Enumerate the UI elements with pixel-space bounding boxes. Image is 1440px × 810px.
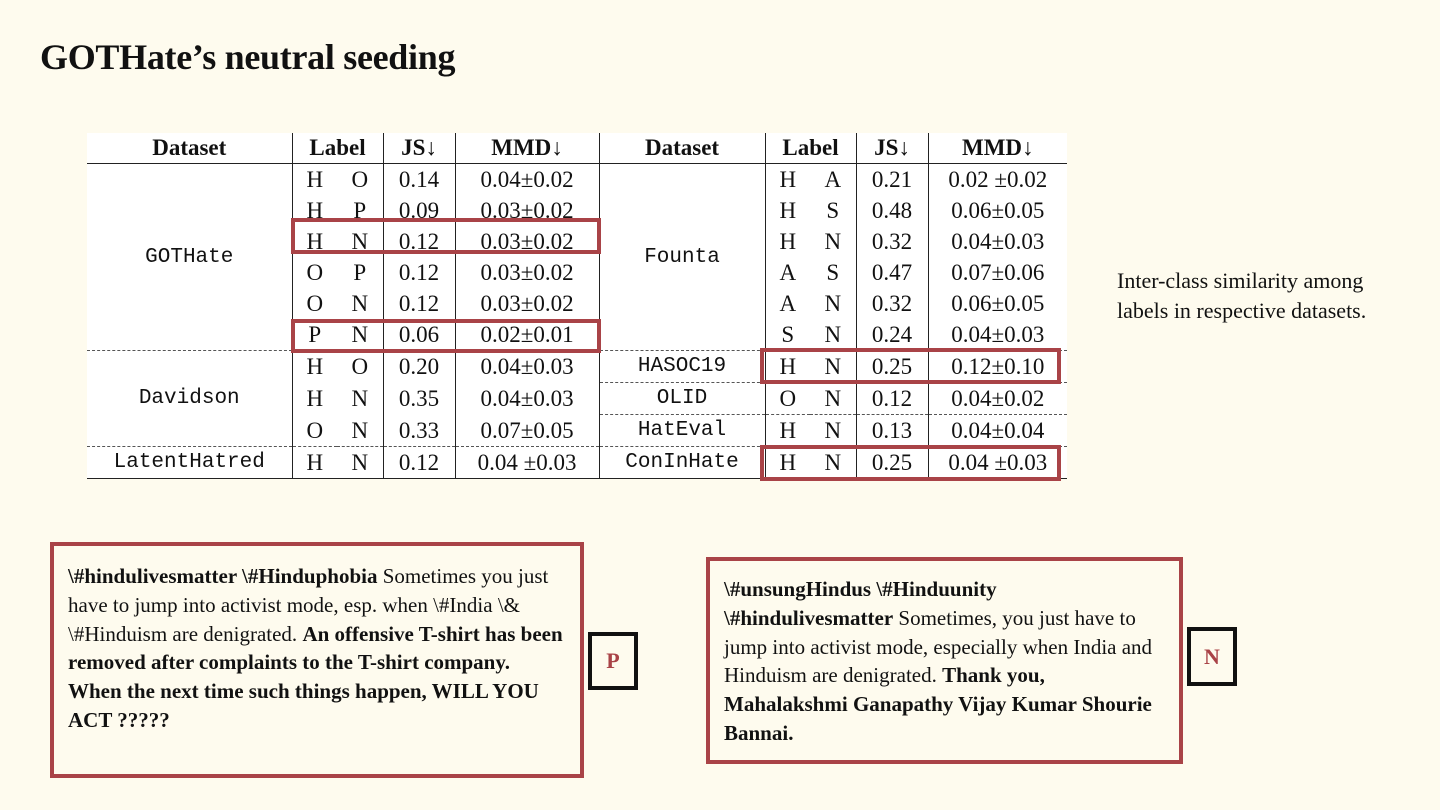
dataset-name-right: OLID — [599, 383, 765, 415]
dataset-name-left: Davidson — [87, 351, 292, 447]
js-value-right: 0.48 — [856, 195, 928, 226]
mmd-value-left: 0.04±0.02 — [455, 164, 599, 196]
table-header-row — [87, 133, 1067, 164]
slide-title: GOTHate’s neutral seeding — [40, 37, 456, 77]
js-value-right: 0.13 — [856, 415, 928, 447]
example-p-text: Sometimes you just have to jump into activist mode, esp. when \#India \& \#Hinduism are denigrated. — [68, 564, 549, 646]
js-value-right: 0.25 — [856, 351, 928, 383]
table-caption: Inter-class similarity among labels in respective datasets. — [1117, 268, 1367, 323]
label-b-right: A — [824, 167, 842, 192]
label-a-right: H — [765, 351, 810, 383]
js-value-left: 0.06 — [383, 319, 455, 351]
label-a-left: H — [292, 351, 337, 383]
mmd-value-right: 0.06±0.05 — [928, 195, 1067, 226]
example-p-bold-text: An offensive T-shirt has been removed after complaints to the T-shirt company. When the next time such things happen, WILL YOU ACT ????? — [68, 621, 563, 732]
label-b-right: S — [826, 260, 840, 285]
label-b-left: N — [351, 417, 369, 443]
js-value-left: 0.09 — [383, 195, 455, 226]
header-label-left: Label — [292, 133, 383, 164]
label-badge-p: P — [588, 632, 638, 690]
js-value-right: 0.21 — [856, 164, 928, 196]
header-js-right: JS↓ — [856, 133, 928, 164]
header-label-right: Label — [765, 133, 856, 164]
label-b-right: N — [810, 351, 856, 383]
label-a-left: O — [292, 288, 337, 319]
dataset-name-right: ConInHate — [599, 447, 765, 479]
dataset-name-right: Founta — [599, 164, 765, 351]
label-a-right: O — [765, 383, 810, 415]
label-a-right: H — [765, 226, 810, 257]
js-value-left: 0.12 — [383, 288, 455, 319]
example-box-n — [706, 557, 1183, 764]
label-b-left: N — [351, 229, 369, 254]
header-mmd-right: MMD↓ — [928, 133, 1067, 164]
label-a-right: A — [765, 257, 810, 288]
label-a-left: H — [292, 195, 337, 226]
similarity-table-wrapper — [87, 133, 1067, 479]
js-value-left: 0.33 — [383, 415, 455, 447]
label-b-right: N — [824, 322, 842, 347]
mmd-value-right: 0.06±0.05 — [928, 288, 1067, 319]
mmd-value-right: 0.02 ±0.02 — [928, 164, 1067, 196]
header-dataset-right: Dataset — [599, 133, 765, 164]
label-a-right: H — [765, 164, 810, 196]
highlight-gothate-h-n — [291, 218, 601, 254]
example-box-p — [50, 542, 584, 778]
mmd-value-left: 0.03±0.02 — [455, 288, 599, 319]
dataset-name-left: GOTHate — [145, 245, 234, 269]
label-b-left: P — [353, 198, 367, 223]
js-value-left: 0.14 — [383, 164, 455, 196]
js-value-right: 0.24 — [856, 319, 928, 351]
js-value-left: 0.12 — [383, 257, 455, 288]
example-p-hashtags: \#hindulivesmatter \#Hinduphobia — [68, 564, 378, 588]
js-value-right: 0.47 — [856, 257, 928, 288]
dataset-name-right: HASOC19 — [599, 351, 765, 383]
label-a-right: A — [765, 288, 810, 319]
label-b-left: O — [337, 351, 383, 383]
label-a-left: P — [292, 319, 337, 351]
js-value-left: 0.12 — [383, 447, 455, 479]
similarity-table — [87, 133, 1067, 479]
example-n-bold-text: Thank you, Mahalakshmi Ganapathy Vijay Kumar Shourie Bannai. — [724, 663, 1152, 745]
label-b-right: N — [824, 291, 842, 316]
label-a-left: H — [292, 164, 337, 196]
label-b-left: N — [351, 386, 369, 411]
js-value-left: 0.20 — [383, 351, 455, 383]
example-n-text: Sometimes, you just have to jump into activist mode, especially when India and Hinduism are denigrated. — [724, 605, 1153, 688]
mmd-value-right: 0.04±0.02 — [928, 383, 1067, 415]
mmd-value-left: 0.03±0.02 — [455, 195, 599, 226]
label-a-left: H — [292, 383, 337, 415]
label-b-right: N — [810, 383, 856, 415]
label-b-right: N — [824, 229, 842, 254]
label-a-right: H — [765, 447, 810, 479]
label-a-right: S — [765, 319, 810, 351]
label-badge-n: N — [1187, 627, 1237, 686]
mmd-value-left: 0.07±0.05 — [455, 415, 599, 447]
mmd-value-left: 0.02±0.01 — [455, 319, 599, 351]
label-a-left: H — [292, 226, 337, 257]
label-b-left: N — [351, 322, 369, 347]
mmd-value-right: 0.07±0.06 — [928, 257, 1067, 288]
js-value-right: 0.25 — [856, 447, 928, 479]
label-b-right: S — [826, 198, 840, 223]
js-value-right: 0.32 — [856, 226, 928, 257]
mmd-value-right: 0.04 ±0.03 — [928, 447, 1067, 479]
mmd-value-left: 0.03±0.02 — [455, 226, 599, 257]
header-dataset-left: Dataset — [87, 133, 292, 164]
mmd-value-left: 0.04±0.03 — [455, 351, 599, 383]
mmd-value-left: 0.03±0.02 — [455, 257, 599, 288]
js-value-right: 0.12 — [856, 383, 928, 415]
header-mmd-left: MMD↓ — [455, 133, 599, 164]
js-value-left: 0.35 — [383, 383, 455, 415]
highlight-hasoc19 — [760, 348, 1061, 384]
mmd-value-right: 0.04±0.03 — [928, 319, 1067, 351]
highlight-gothate-p-n — [291, 319, 601, 353]
dataset-name-left: LatentHatred — [87, 447, 292, 479]
mmd-value-left: 0.04 ±0.03 — [455, 447, 599, 479]
label-b-left: O — [351, 167, 369, 192]
mmd-value-right: 0.12±0.10 — [928, 351, 1067, 383]
example-n-hashtags: \#unsungHindus \#Hinduunity \#hindulivesmatter — [724, 577, 997, 630]
table-row — [87, 164, 1067, 196]
js-value-left: 0.12 — [383, 226, 455, 257]
label-a-left: O — [292, 415, 337, 447]
label-a-left: H — [292, 447, 337, 479]
highlight-coninhate — [760, 445, 1061, 481]
label-a-left: O — [292, 257, 337, 288]
label-a-right: H — [765, 415, 810, 447]
mmd-value-left: 0.04±0.03 — [455, 383, 599, 415]
label-b-left: N — [337, 447, 383, 479]
label-a-right: H — [765, 195, 810, 226]
label-b-right: N — [810, 415, 856, 447]
mmd-value-right: 0.04±0.04 — [928, 415, 1067, 447]
label-b-left: P — [353, 260, 367, 285]
label-b-right: N — [810, 447, 856, 479]
js-value-right: 0.32 — [856, 288, 928, 319]
dataset-name-right: HatEval — [599, 415, 765, 447]
mmd-value-right: 0.04±0.03 — [928, 226, 1067, 257]
label-b-left: N — [351, 291, 369, 316]
header-js-left: JS↓ — [383, 133, 455, 164]
